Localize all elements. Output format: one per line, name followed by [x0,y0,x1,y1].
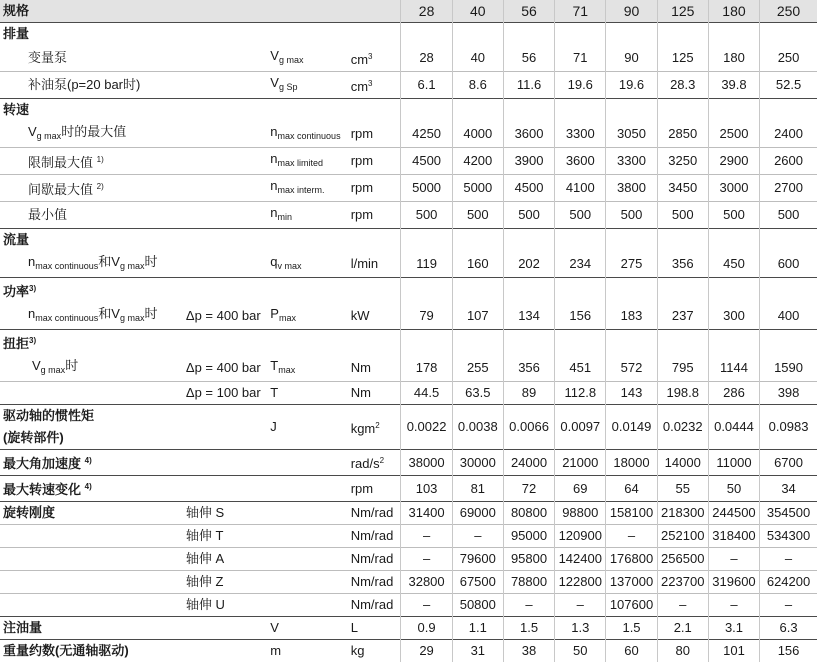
cell: 69 [555,476,606,502]
table-row [0,202,817,229]
cell: 3300 [555,121,606,148]
row-unit: $cm^3$ [349,72,401,99]
cell: 202 [503,251,554,278]
row-symbol: J [268,405,348,450]
cell: 107 [452,303,503,330]
cell: 2900 [708,148,759,175]
cell: 318400 [708,525,759,548]
cell: 500 [503,202,554,229]
row-unit: Nm [349,382,401,405]
cell: 2400 [760,121,817,148]
cell: 134 [503,303,554,330]
table-row [0,175,817,202]
cell: 60 [606,640,657,662]
cell: 19.6 [606,72,657,99]
row-unit: Nm/rad [349,594,401,617]
cell: 256500 [657,548,708,571]
row-condition: 轴伸 S [184,502,268,525]
cell: 1590 [760,355,817,382]
row-unit: kg [349,640,401,662]
cell: 32800 [401,571,452,594]
cell: 3000 [708,175,759,202]
row-unit: rpm [349,121,401,148]
cell: 19.6 [555,72,606,99]
row-unit: Nm/rad [349,502,401,525]
table-row [0,382,817,405]
row-unit: Nm [349,355,401,382]
row-unit: Nm/rad [349,548,401,571]
group-label: 流量 [0,229,401,252]
row-label: 最大角加速度 $^{4)}$ [0,450,184,476]
cell: 4250 [401,121,452,148]
cell: 14000 [657,450,708,476]
row-label: $n_{max continuous}$和$V_{g max}$时 [0,303,184,330]
cell: 234 [555,251,606,278]
row-label: 限制最大值 $^{1)}$ [0,148,184,175]
cell: 0.0097 [555,405,606,450]
row-unit: rpm [349,148,401,175]
table-row [0,405,817,450]
cell: 450 [708,251,759,278]
cell: 50 [708,476,759,502]
cell: 40 [452,45,503,72]
row-symbol: V [268,617,348,640]
cell: 398 [760,382,817,405]
cell: 4000 [452,121,503,148]
cell: 5000 [452,175,503,202]
cell: 39.8 [708,72,759,99]
cell: – [401,548,452,571]
cell: 178 [401,355,452,382]
cell: 71 [555,45,606,72]
cell: 81 [452,476,503,502]
cell: 122800 [555,571,606,594]
table-row [0,502,817,525]
row-label: 重量约数(无通轴驱动) [0,640,184,662]
cell: 50 [555,640,606,662]
cell: 0.0038 [452,405,503,450]
row-label: 最小值 [0,202,184,229]
row-label: 变量泵 [0,45,184,72]
table-row [0,72,817,99]
cell: 500 [657,202,708,229]
cell: 3600 [555,148,606,175]
cell: 795 [657,355,708,382]
cell: 6.3 [760,617,817,640]
cell: 29 [401,640,452,662]
cell: 600 [760,251,817,278]
row-unit: $cm^3$ [349,45,401,72]
table-row [0,476,817,502]
table-title: 规格 [0,0,401,23]
cell: 80800 [503,502,554,525]
table-row [0,450,817,476]
row-unit: rpm [349,175,401,202]
size-header: 180 [708,0,759,23]
cell: – [401,594,452,617]
group-label: 转速 [0,99,401,122]
cell: 500 [401,202,452,229]
cell: 400 [760,303,817,330]
row-unit: kgm$^2$ [349,405,401,450]
row-label: 间歇最大值 $^{2)}$ [0,175,184,202]
cell: 4200 [452,148,503,175]
cell: 137000 [606,571,657,594]
row-symbol: $V_{g Sp}$ [268,72,348,99]
cell: 11000 [708,450,759,476]
row-symbol: $V_{g max}$ [268,45,348,72]
cell: 180 [708,45,759,72]
cell: – [503,594,554,617]
cell: 183 [606,303,657,330]
row-symbol: $n_{max continuous}$ [268,121,348,148]
cell: 0.9 [401,617,452,640]
cell: 44.5 [401,382,452,405]
row-symbol: $P_{max}$ [268,303,348,330]
cell: 95000 [503,525,554,548]
cell: 3300 [606,148,657,175]
cell: 8.6 [452,72,503,99]
cell: 500 [760,202,817,229]
cell: 4500 [503,175,554,202]
cell: 107600 [606,594,657,617]
cell: 1144 [708,355,759,382]
cell: – [401,525,452,548]
cell: 0.0232 [657,405,708,450]
cell: 3600 [503,121,554,148]
group-row-power [0,278,817,304]
cell: 2700 [760,175,817,202]
cell: 356 [657,251,708,278]
table-row [0,148,817,175]
cell: 3800 [606,175,657,202]
size-header: 28 [401,0,452,23]
cell: 56 [503,45,554,72]
size-header: 125 [657,0,708,23]
row-label: 最大转速变化 $^{4)}$ [0,476,184,502]
header-row [0,0,817,23]
table-row [0,355,817,382]
row-symbol: $T_{max}$ [268,355,348,382]
cell: 286 [708,382,759,405]
row-unit: kW [349,303,401,330]
cell: 4500 [401,148,452,175]
cell: 103 [401,476,452,502]
row-label: 驱动轴的惯性矩 (旋转部件) [0,405,184,450]
cell: 80 [657,640,708,662]
row-condition: 轴伸 Z [184,571,268,594]
cell: 6700 [760,450,817,476]
cell: 354500 [760,502,817,525]
group-row-speed [0,99,817,122]
cell: 112.8 [555,382,606,405]
size-header: 250 [760,0,817,23]
cell: 250 [760,45,817,72]
row-condition: 轴伸 U [184,594,268,617]
table-row [0,45,817,72]
table-row [0,594,817,617]
cell: 3250 [657,148,708,175]
cell: 11.6 [503,72,554,99]
group-row-displacement [0,23,817,46]
row-symbol: $n_{max interm.}$ [268,175,348,202]
cell: 120900 [555,525,606,548]
cell: 79 [401,303,452,330]
row-unit: Nm/rad [349,525,401,548]
table-row [0,525,817,548]
row-unit: rpm [349,202,401,229]
cell: 0.0149 [606,405,657,450]
cell: 4100 [555,175,606,202]
cell: 1.1 [452,617,503,640]
cell: 0.0444 [708,405,759,450]
cell: 38000 [401,450,452,476]
row-condition: Δp = 400 bar [184,355,268,382]
cell: 5000 [401,175,452,202]
row-label: $V_{g max}$时的最大值 [0,121,184,148]
cell: 38 [503,640,554,662]
cell: 64 [606,476,657,502]
table-row [0,548,817,571]
cell: 3050 [606,121,657,148]
cell: 319600 [708,571,759,594]
table-row [0,121,817,148]
cell: 2500 [708,121,759,148]
cell: 24000 [503,450,554,476]
cell: 624200 [760,571,817,594]
cell: 3450 [657,175,708,202]
cell: 0.0983 [760,405,817,450]
cell: 31 [452,640,503,662]
cell: 34 [760,476,817,502]
cell: 31400 [401,502,452,525]
cell: 1.3 [555,617,606,640]
cell: 18000 [606,450,657,476]
cell: 28 [401,45,452,72]
row-symbol: $n_{max limited}$ [268,148,348,175]
cell: 143 [606,382,657,405]
cell: 500 [555,202,606,229]
group-label: 扭拒$^{3)}$ [0,330,401,356]
row-symbol: m [268,640,348,662]
row-symbol: T [268,382,348,405]
cell: 500 [606,202,657,229]
row-condition: 轴伸 A [184,548,268,571]
size-header: 71 [555,0,606,23]
row-unit: L [349,617,401,640]
cell: 28.3 [657,72,708,99]
cell: 72 [503,476,554,502]
cell: 63.5 [452,382,503,405]
table-row [0,251,817,278]
cell: 275 [606,251,657,278]
cell: 156 [760,640,817,662]
cell: 176800 [606,548,657,571]
row-condition: Δp = 100 bar [184,382,268,405]
group-row-flow [0,229,817,252]
cell: 0.0066 [503,405,554,450]
size-header: 56 [503,0,554,23]
cell: 500 [708,202,759,229]
cell: 55 [657,476,708,502]
row-unit: rad/$s^2$ [349,450,401,476]
cell: 223700 [657,571,708,594]
cell: 534300 [760,525,817,548]
cell: – [555,594,606,617]
cell: 218300 [657,502,708,525]
cell: 142400 [555,548,606,571]
cell: 125 [657,45,708,72]
size-header: 40 [452,0,503,23]
cell: 2600 [760,148,817,175]
cell: 79600 [452,548,503,571]
cell: 2.1 [657,617,708,640]
row-symbol: $q_{v max}$ [268,251,348,278]
group-label: 旋转刚度 [0,502,184,525]
cell: – [708,548,759,571]
table-row [0,571,817,594]
cell: 356 [503,355,554,382]
cell: 89 [503,382,554,405]
cell: 6.1 [401,72,452,99]
cell: 67500 [452,571,503,594]
cell: – [657,594,708,617]
cell: 300 [708,303,759,330]
cell: 2850 [657,121,708,148]
cell: 158100 [606,502,657,525]
cell: 3900 [503,148,554,175]
table-row [0,303,817,330]
cell: 21000 [555,450,606,476]
cell: – [452,525,503,548]
cell: 52.5 [760,72,817,99]
cell: 237 [657,303,708,330]
cell: 160 [452,251,503,278]
row-label: 注油量 [0,617,184,640]
cell: 198.8 [657,382,708,405]
cell: 98800 [555,502,606,525]
cell: 255 [452,355,503,382]
cell: 1.5 [606,617,657,640]
group-label: 功率$^{3)}$ [0,278,401,304]
cell: – [708,594,759,617]
cell: 69000 [452,502,503,525]
cell: 244500 [708,502,759,525]
cell: 500 [452,202,503,229]
row-unit: Nm/rad [349,571,401,594]
cell: 119 [401,251,452,278]
row-condition: Δp = 400 bar [184,303,268,330]
cell: 3.1 [708,617,759,640]
size-header: 90 [606,0,657,23]
cell: 95800 [503,548,554,571]
cell: 101 [708,640,759,662]
row-label: $V_{g max}$时 [0,355,184,382]
table-row [0,640,817,662]
cell: – [606,525,657,548]
cell: – [760,548,817,571]
cell: 572 [606,355,657,382]
row-unit: rpm [349,476,401,502]
row-condition: 轴伸 T [184,525,268,548]
cell: 0.0022 [401,405,452,450]
group-label: 排量 [0,23,401,46]
row-unit: l/min [349,251,401,278]
cell: 90 [606,45,657,72]
cell: 156 [555,303,606,330]
cell: 1.5 [503,617,554,640]
group-row-torque [0,330,817,356]
cell: 30000 [452,450,503,476]
cell: – [760,594,817,617]
cell: 451 [555,355,606,382]
row-symbol: $n_{min}$ [268,202,348,229]
cell: 78800 [503,571,554,594]
cell: 252100 [657,525,708,548]
row-label: 补油泵(p=20 bar时) [0,72,184,99]
cell: 50800 [452,594,503,617]
row-label: $n_{max continuous}$和$V_{g max}$时 [0,251,184,278]
